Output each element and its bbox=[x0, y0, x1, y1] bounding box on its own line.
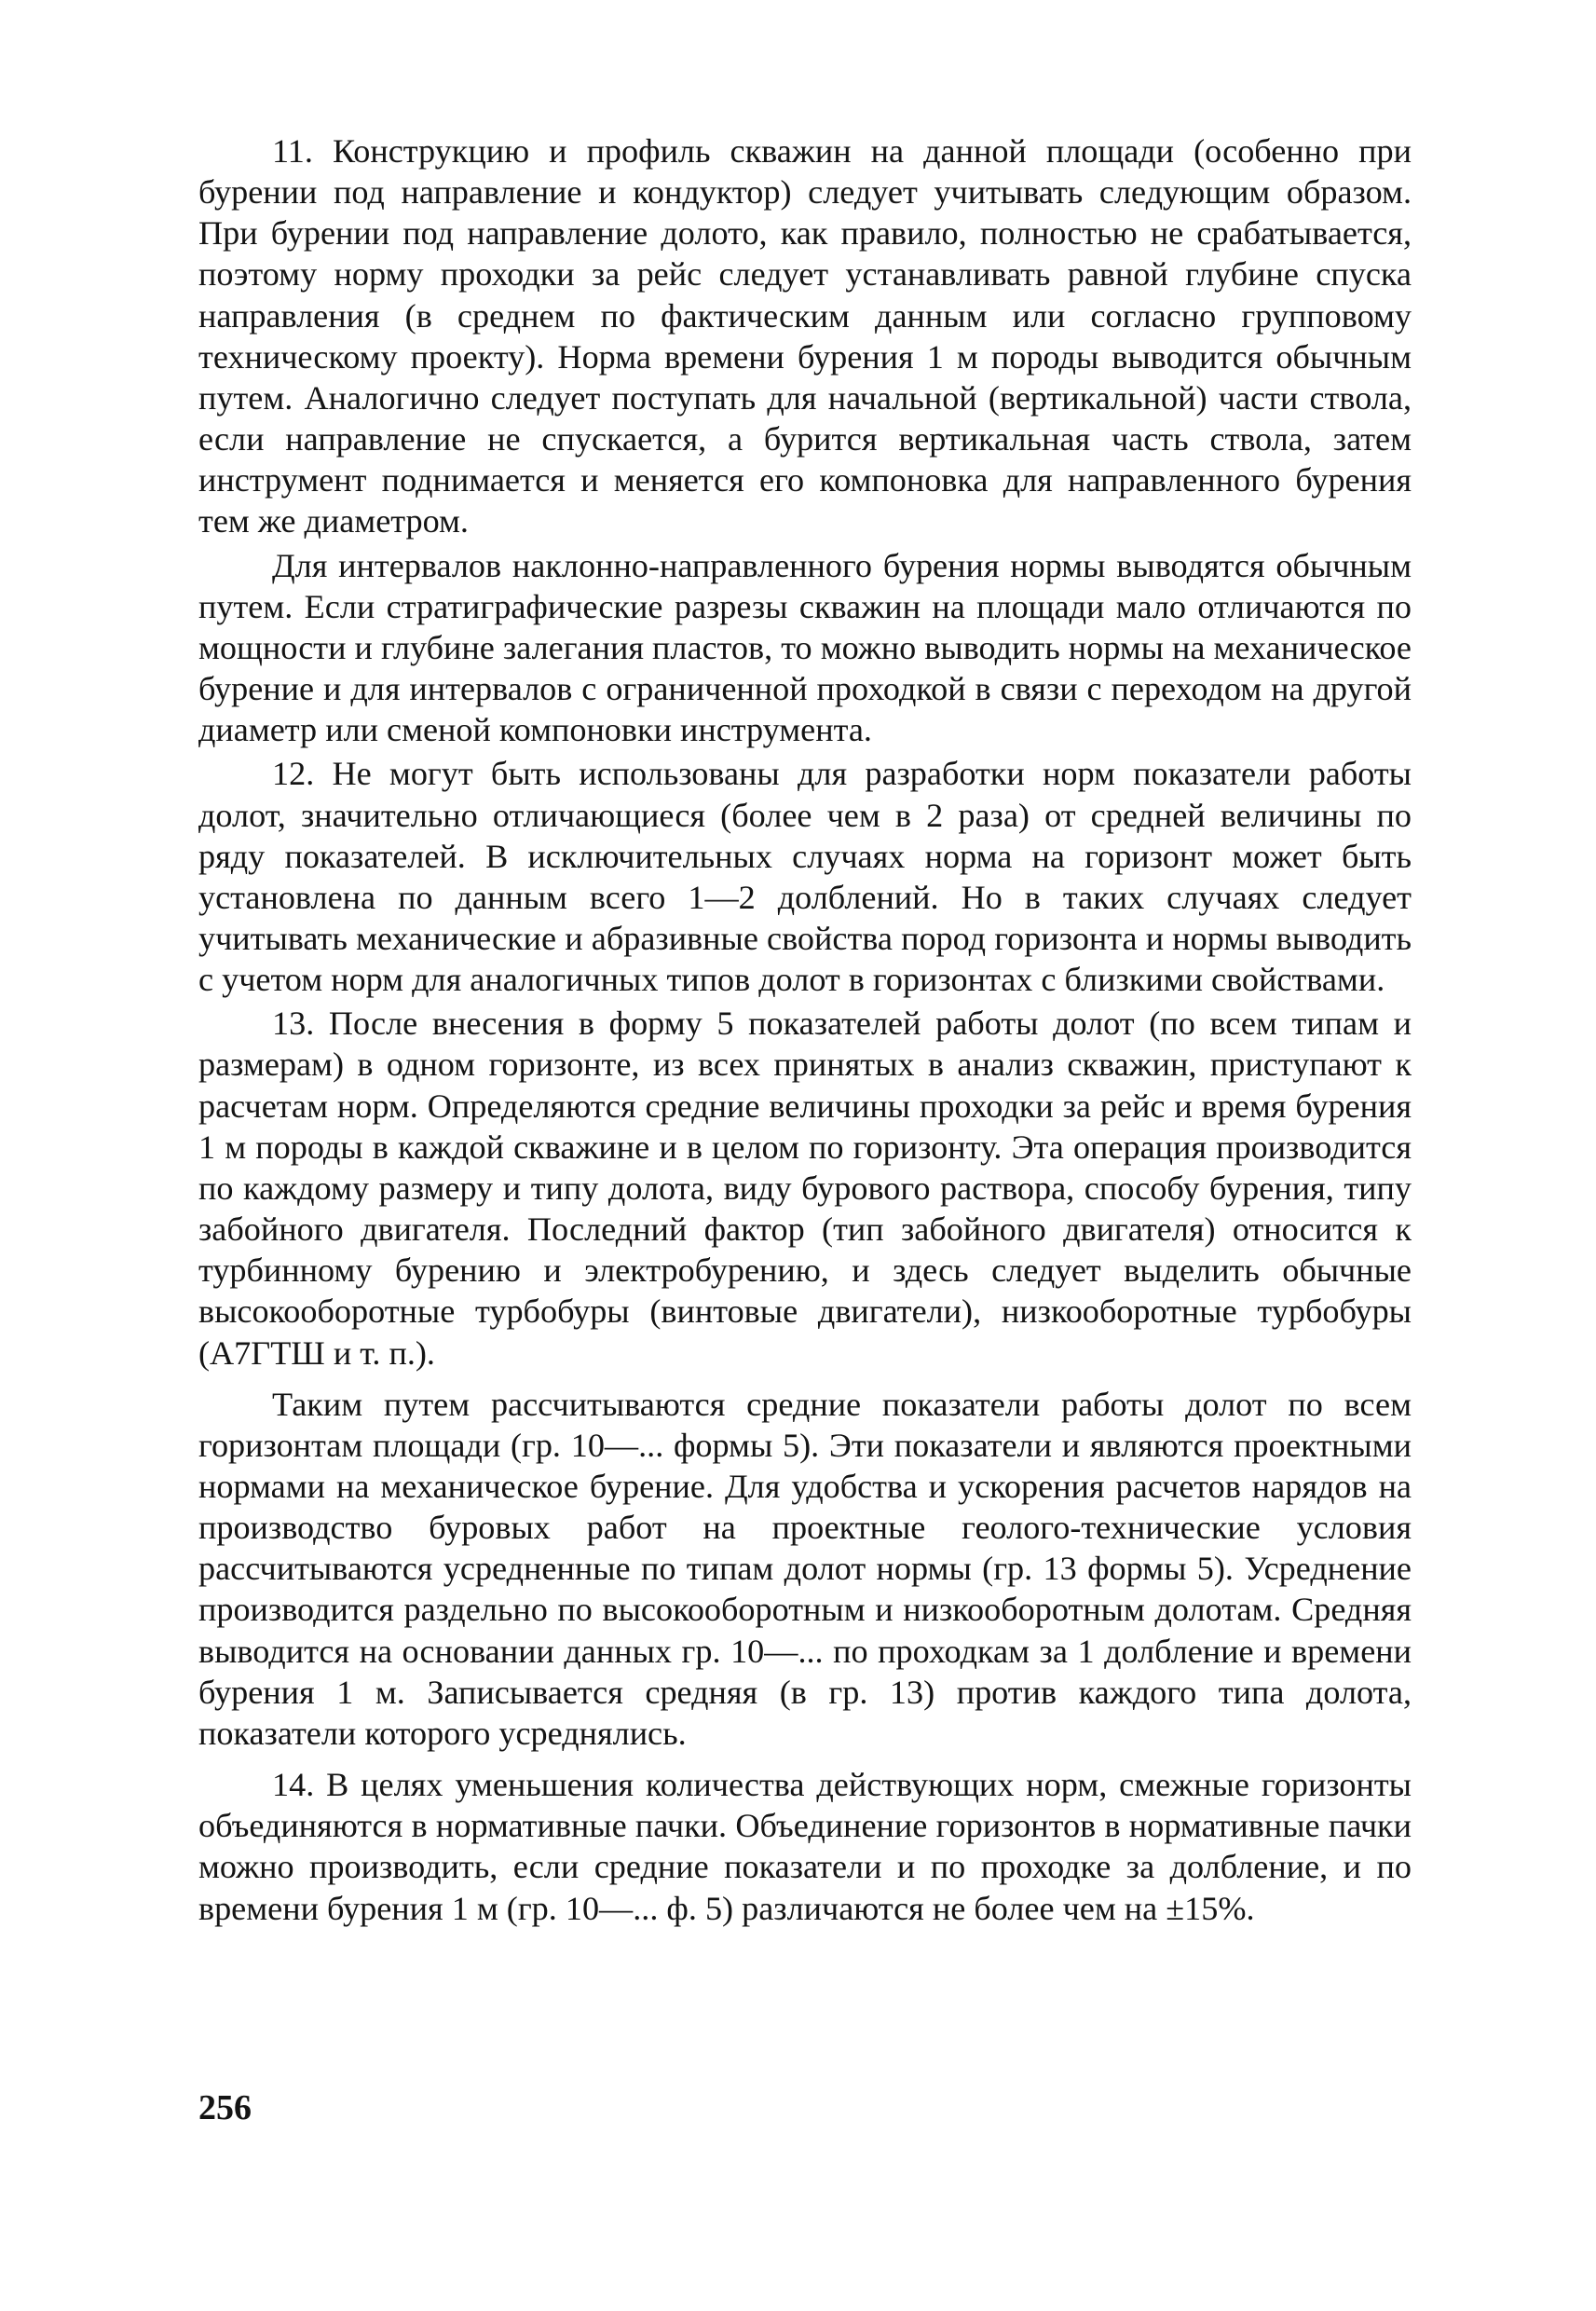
page-body bbox=[198, 130, 1412, 1932]
page-number: 256 bbox=[198, 2088, 252, 2127]
paragraph-12: 12. Не могут быть использованы для разработки норм показатели работы долот, значительно отличающиеся (более чем в 2 раза) от средней величины по ряду показателей. В исключительных случаях норма на горизонт может быть установлена по данным всего 1—2 долблений. Но в таких случаях следует учитывать механические и абразивные свойства пород горизонта и нормы выводить с учетом норм для аналогичных типов долот в горизонтах с близкими свойствами. bbox=[198, 755, 1412, 999]
paragraph-14: 14. В целях уменьшения количества действующих норм, смежные горизонты объединяются в нормативные пачки. Объединение горизонтов в нормативные пачки можно производить, если средние показатели и по проходке за долбление, и по времени бурения 1 м (гр. 10—... ф. 5) различаются не более чем на ±15%. bbox=[198, 1766, 1412, 1927]
paragraph-11-continued: Для интервалов наклонно-направленного бурения нормы выводятся обычным путем. Если стратиграфические разрезы скважин на площади мало отличаются по мощности и глубине залегания пластов, то можно выводить нормы на механическое бурение и для интервалов с ограниченной проходкой в связи с переходом на другой диаметр или сменой компоновки инструмента. bbox=[198, 546, 1412, 749]
paragraph-11: 11. Конструкцию и профиль скважин на данной площади (особенно при бурении под направление и кондуктор) следует учитывать следующим образом. При бурении под направление долото, как правило, полностью не срабатывается, поэтому норму проходки за рейс следует устанавливать равной глубине спуска направления (в среднем по фактическим данным или согласно групповому техническому проекту). Норма времени бурения 1 м породы выводится обычным путем. Аналогично следует поступать для начальной (вертикальной) части ствола, если направление не спускается, а бурится вертикальная часть ствола, затем инструмент поднимается и меняется его компоновка для направленного бурения тем же диаметром. bbox=[198, 132, 1412, 540]
paragraph-13-continued: Таким путем рассчитываются средние показатели работы долот по всем горизонтам площади (гр. 10—... формы 5). Эти показатели и являются проектными нормами на механическое бурение. Для удобства и ускорения расчетов нарядов на производство буровых работ на проектные геолого-технические условия рассчитываются усредненные по типам долот нормы (гр. 13 формы 5). Усреднение производится раздельно по высокооборотным и низкооборотным долотам. Средняя выводится на основании данных гр. 10—... по проходкам за 1 долбление и времени бурения 1 м. Записывается средняя (в гр. 13) против каждого типа долота, показатели которого усреднялись. bbox=[198, 1385, 1412, 1752]
paragraph-13: 13. После внесения в форму 5 показателей работы долот (по всем типам и размерам) в одном горизонте, из всех принятых в анализ скважин, приступают к расчетам норм. Определяются средние величины проходки за рейс и время бурения 1 м породы в каждой скважине и в целом по горизонту. Эта операция производится по каждому размеру и типу долота, виду бурового раствора, способу бурения, типу забойного двигателя. Последний фактор (тип забойного двигателя) относится к турбинному бурению и электробурению, и здесь следует выделить обычные высокооборотные турбобуры (винтовые двигатели), низкооборотные турбобуры (А7ГТШ и т. п.). bbox=[198, 1005, 1412, 1372]
